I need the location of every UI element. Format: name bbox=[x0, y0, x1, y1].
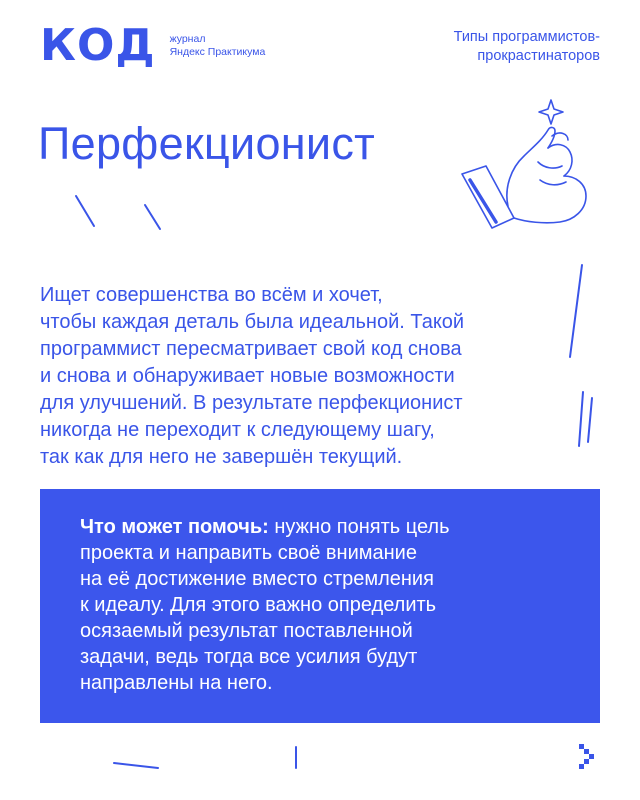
help-line: задачи, ведь тогда все усилия будут bbox=[80, 646, 418, 668]
logo-mark: КОД bbox=[40, 20, 156, 71]
text-line: никогда не переходит к следующему шагу, bbox=[40, 419, 435, 441]
series-title-line-2: прокрастинаторов bbox=[477, 48, 600, 64]
text-line: так как для него не завершён текущий. bbox=[40, 446, 403, 468]
deco-stroke bbox=[588, 398, 592, 442]
help-line: осязаемый результат поставленной bbox=[80, 620, 413, 642]
deco-stroke bbox=[76, 196, 94, 226]
deco-stroke bbox=[570, 265, 582, 357]
help-first-line-text: нужно понять цель bbox=[268, 516, 450, 538]
description-paragraph bbox=[40, 282, 560, 471]
deco-stroke bbox=[145, 205, 160, 229]
help-label: Что может помочь: bbox=[80, 516, 269, 538]
logo-sub-line-1: журнал bbox=[169, 33, 206, 45]
help-line: направлены на него. bbox=[80, 672, 273, 694]
deco-stroke bbox=[114, 763, 158, 768]
text-line: Ищет совершенства во всём и хочет, bbox=[40, 284, 383, 306]
series-title bbox=[454, 28, 600, 66]
series-title-line-1: Типы программистов- bbox=[453, 29, 600, 45]
text-line: чтобы каждая деталь была идеальной. Такой bbox=[40, 311, 465, 333]
text-line: программист пересматривает свой код снова bbox=[40, 338, 462, 360]
logo bbox=[40, 20, 266, 71]
logo-subtitle bbox=[170, 33, 266, 59]
help-first-line bbox=[80, 514, 560, 540]
help-box bbox=[40, 489, 600, 723]
logo-sub-line-2: Яндекс Практикума bbox=[169, 46, 266, 58]
sparkle-icon bbox=[539, 100, 563, 124]
text-line: и снова и обнаруживает новые возможности bbox=[40, 365, 455, 387]
page-title: Перфекционист bbox=[38, 118, 376, 169]
help-line: на её достижение вместо стремления bbox=[80, 568, 434, 590]
deco-stroke bbox=[579, 392, 583, 446]
text-line: для улучшений. В результате перфекционист bbox=[40, 392, 463, 414]
chevron-right-icon[interactable] bbox=[577, 742, 601, 774]
help-line: проекта и направить своё внимание bbox=[80, 542, 417, 564]
hand-pinch-icon bbox=[456, 96, 606, 236]
help-line: к идеалу. Для этого важно определить bbox=[80, 594, 437, 616]
